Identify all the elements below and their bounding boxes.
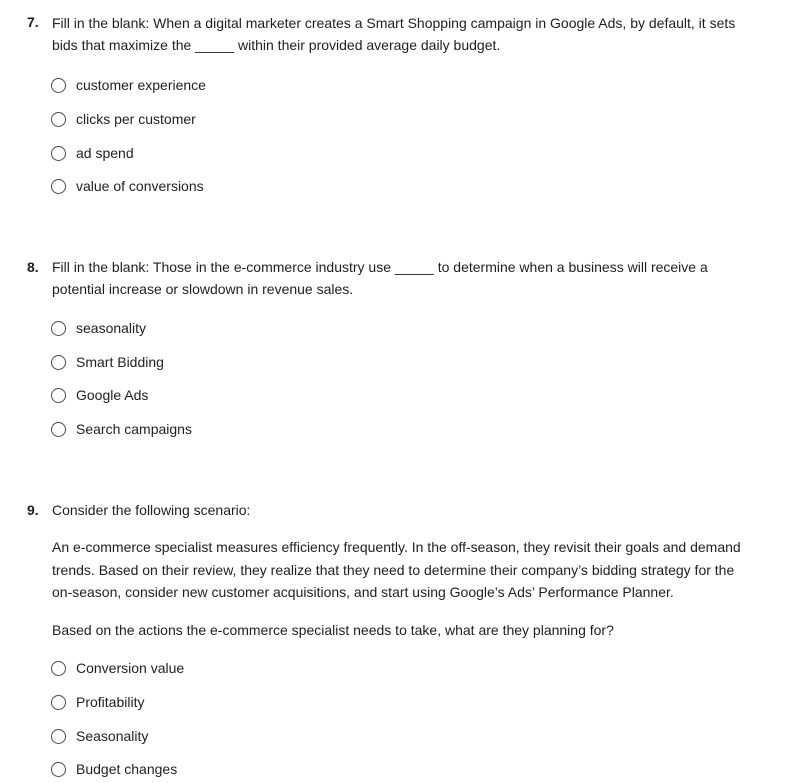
option-label: clicks per customer: [76, 111, 196, 127]
option-profitability[interactable]: [51, 692, 144, 712]
option-label: Profitability: [76, 694, 145, 710]
option-label: Budget changes: [76, 761, 178, 777]
option-budget-changes[interactable]: [51, 759, 177, 779]
question-text: Consider the following scenario:: [52, 502, 251, 518]
option-value-of-conversions[interactable]: [51, 176, 204, 196]
radio-button-icon[interactable]: [51, 661, 66, 676]
question-text: Fill in the blank: When a digital marketer creates a Smart Shopping campaign in Google Ads, by default, it sets bids that maximize the _____ within their provided average daily budget.: [52, 15, 736, 53]
question-number: 9.: [27, 502, 39, 518]
radio-button-icon[interactable]: [51, 146, 66, 161]
radio-button-icon[interactable]: [51, 762, 66, 777]
option-seasonality-q9[interactable]: [51, 726, 148, 746]
question-text: Fill in the blank: Those in the e-commerce industry use _____ to determine when a business will receive a potential increase or slowdown in revenue sales.: [52, 259, 708, 297]
option-label: customer experience: [76, 77, 206, 93]
radio-button-icon[interactable]: [51, 729, 66, 744]
option-label: Conversion value: [76, 660, 185, 676]
radio-button-icon[interactable]: [51, 78, 66, 93]
question-number: 7.: [27, 14, 39, 30]
option-label: seasonality: [76, 320, 147, 336]
radio-button-icon[interactable]: [51, 695, 66, 710]
radio-button-icon[interactable]: [51, 388, 66, 403]
radio-button-icon[interactable]: [51, 179, 66, 194]
radio-button-icon[interactable]: [51, 422, 66, 437]
option-search-campaigns[interactable]: [51, 419, 192, 439]
option-clicks-per-customer[interactable]: [51, 109, 196, 129]
scenario-text: An e-commerce specialist measures efficiency frequently. In the off-season, they revisit their goals and demand trends. Based on their review, they realize that they need to determine their company’s bidding strategy for the on-season, consider new customer acquisitions, and start using Google’s Ads’ Performance Planner.: [52, 539, 741, 600]
option-smart-bidding[interactable]: [51, 352, 164, 372]
radio-button-icon[interactable]: [51, 321, 66, 336]
option-label: value of conversions: [76, 178, 204, 194]
question-prompt: Based on the actions the e-commerce specialist needs to take, what are they planning for?: [52, 622, 614, 638]
option-label: Smart Bidding: [76, 354, 164, 370]
radio-button-icon[interactable]: [51, 355, 66, 370]
question-number: 8.: [27, 259, 39, 275]
option-label: Google Ads: [76, 387, 149, 403]
radio-button-icon[interactable]: [51, 112, 66, 127]
option-seasonality[interactable]: [51, 318, 146, 338]
option-customer-experience[interactable]: [51, 75, 206, 95]
option-label: ad spend: [76, 145, 134, 161]
option-conversion-value[interactable]: [51, 658, 184, 678]
option-label: Search campaigns: [76, 421, 192, 437]
option-google-ads[interactable]: [51, 385, 148, 405]
option-label: Seasonality: [76, 728, 149, 744]
option-ad-spend[interactable]: [51, 143, 134, 163]
